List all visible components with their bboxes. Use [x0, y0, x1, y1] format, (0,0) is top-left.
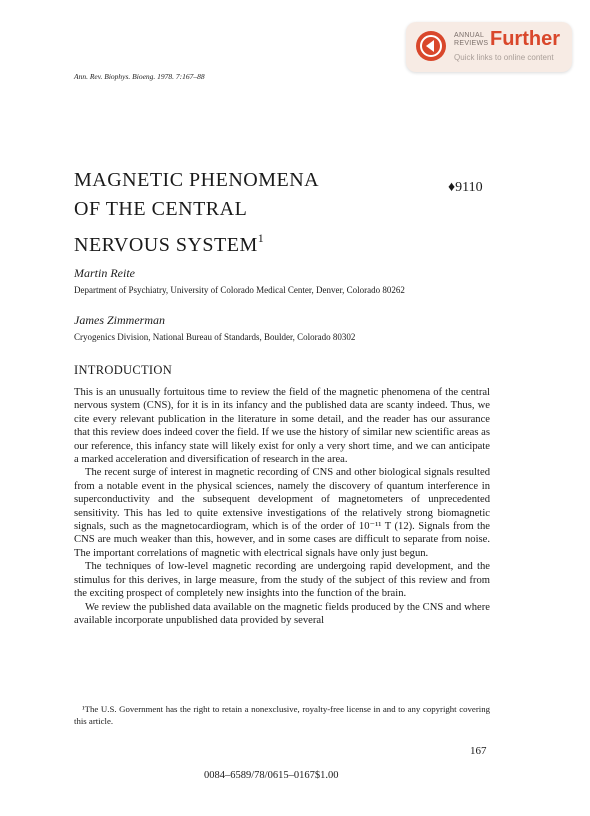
paragraph: We review the published data available on the magnetic fields produced by the CNS and where available incorporate unpublished data provided by several — [74, 601, 490, 626]
author-affiliation: Department of Psychiatry, University of Colorado Medical Center, Denver, Colorado 80262 — [74, 285, 405, 295]
arrow-left-circle-icon — [416, 31, 446, 61]
title-line-1: MAGNETIC PHENOMENA — [74, 169, 320, 191]
article-code: ♦9110 — [448, 180, 483, 195]
badge-annual: ANNUAL — [454, 32, 485, 39]
body-text — [74, 386, 490, 627]
badge-reviews: REVIEWS — [454, 40, 489, 47]
issn-code: 0084–6589/78/0615–0167$1.00 — [204, 770, 339, 781]
paragraph: The recent surge of interest in magnetic recording of CNS and other biological signals resulted from a notable event in the physical sciences, namely the discovery of quantum interference in superconductivity and the subsequent development of magnetometers of unprecedented sensitivity. This has led to quite extensive investigations of the relatively strong biomagnetic signals, such as the magnetocardiogram, which is of the order of 10⁻¹¹ T (12). Signals from the CNS are much weaker than this, however, and in some cases are difficult to separate from noise. The important correlations of magnetic with electrical signals have only just begun. — [74, 467, 490, 559]
badge-further: Further — [490, 28, 560, 50]
section-heading: INTRODUCTION — [74, 363, 173, 377]
further-badge[interactable] — [406, 22, 572, 72]
article-title — [74, 166, 319, 260]
footnote: ¹The U.S. Government has the right to retain a nonexclusive, royalty-free license in and to any copyright covering this article. — [74, 704, 490, 726]
page-number: 167 — [470, 745, 487, 757]
journal-citation: Ann. Rev. Biophys. Bioeng. 1978. 7:167–88 — [74, 72, 205, 81]
title-line-2: OF THE CENTRAL — [74, 198, 248, 220]
author-name: Martin Reite — [74, 266, 135, 280]
paragraph: The techniques of low-level magnetic recording are undergoing rapid development, and the stimulus for this derives, in large measure, from the study of the subject of this review and from the exciting prospect of completely new insights into the function of the brain. — [74, 561, 490, 600]
paragraph: This is an unusually fortuitous time to review the field of the magnetic phenomena of the central nervous system (CNS), for it is in its infancy and the published data are scanty indeed. Thus, we cite every relevant publication in the literature in some detail, and the reader has our assurance that this review does indeed cover the field. If we use the history of similar new scientific areas as our reference, this infancy state will likely exist for only a very short time, and we can anticipate a marked acceleration and diversification of research in the area. — [74, 387, 490, 466]
title-footnote-marker: 1 — [257, 231, 265, 245]
badge-quick-links: Quick links to online content — [454, 53, 554, 62]
title-line-3: NERVOUS SYSTEM — [74, 234, 258, 256]
author-affiliation: Cryogenics Division, National Bureau of Standards, Boulder, Colorado 80302 — [74, 332, 356, 342]
author-name: James Zimmerman — [74, 313, 165, 327]
